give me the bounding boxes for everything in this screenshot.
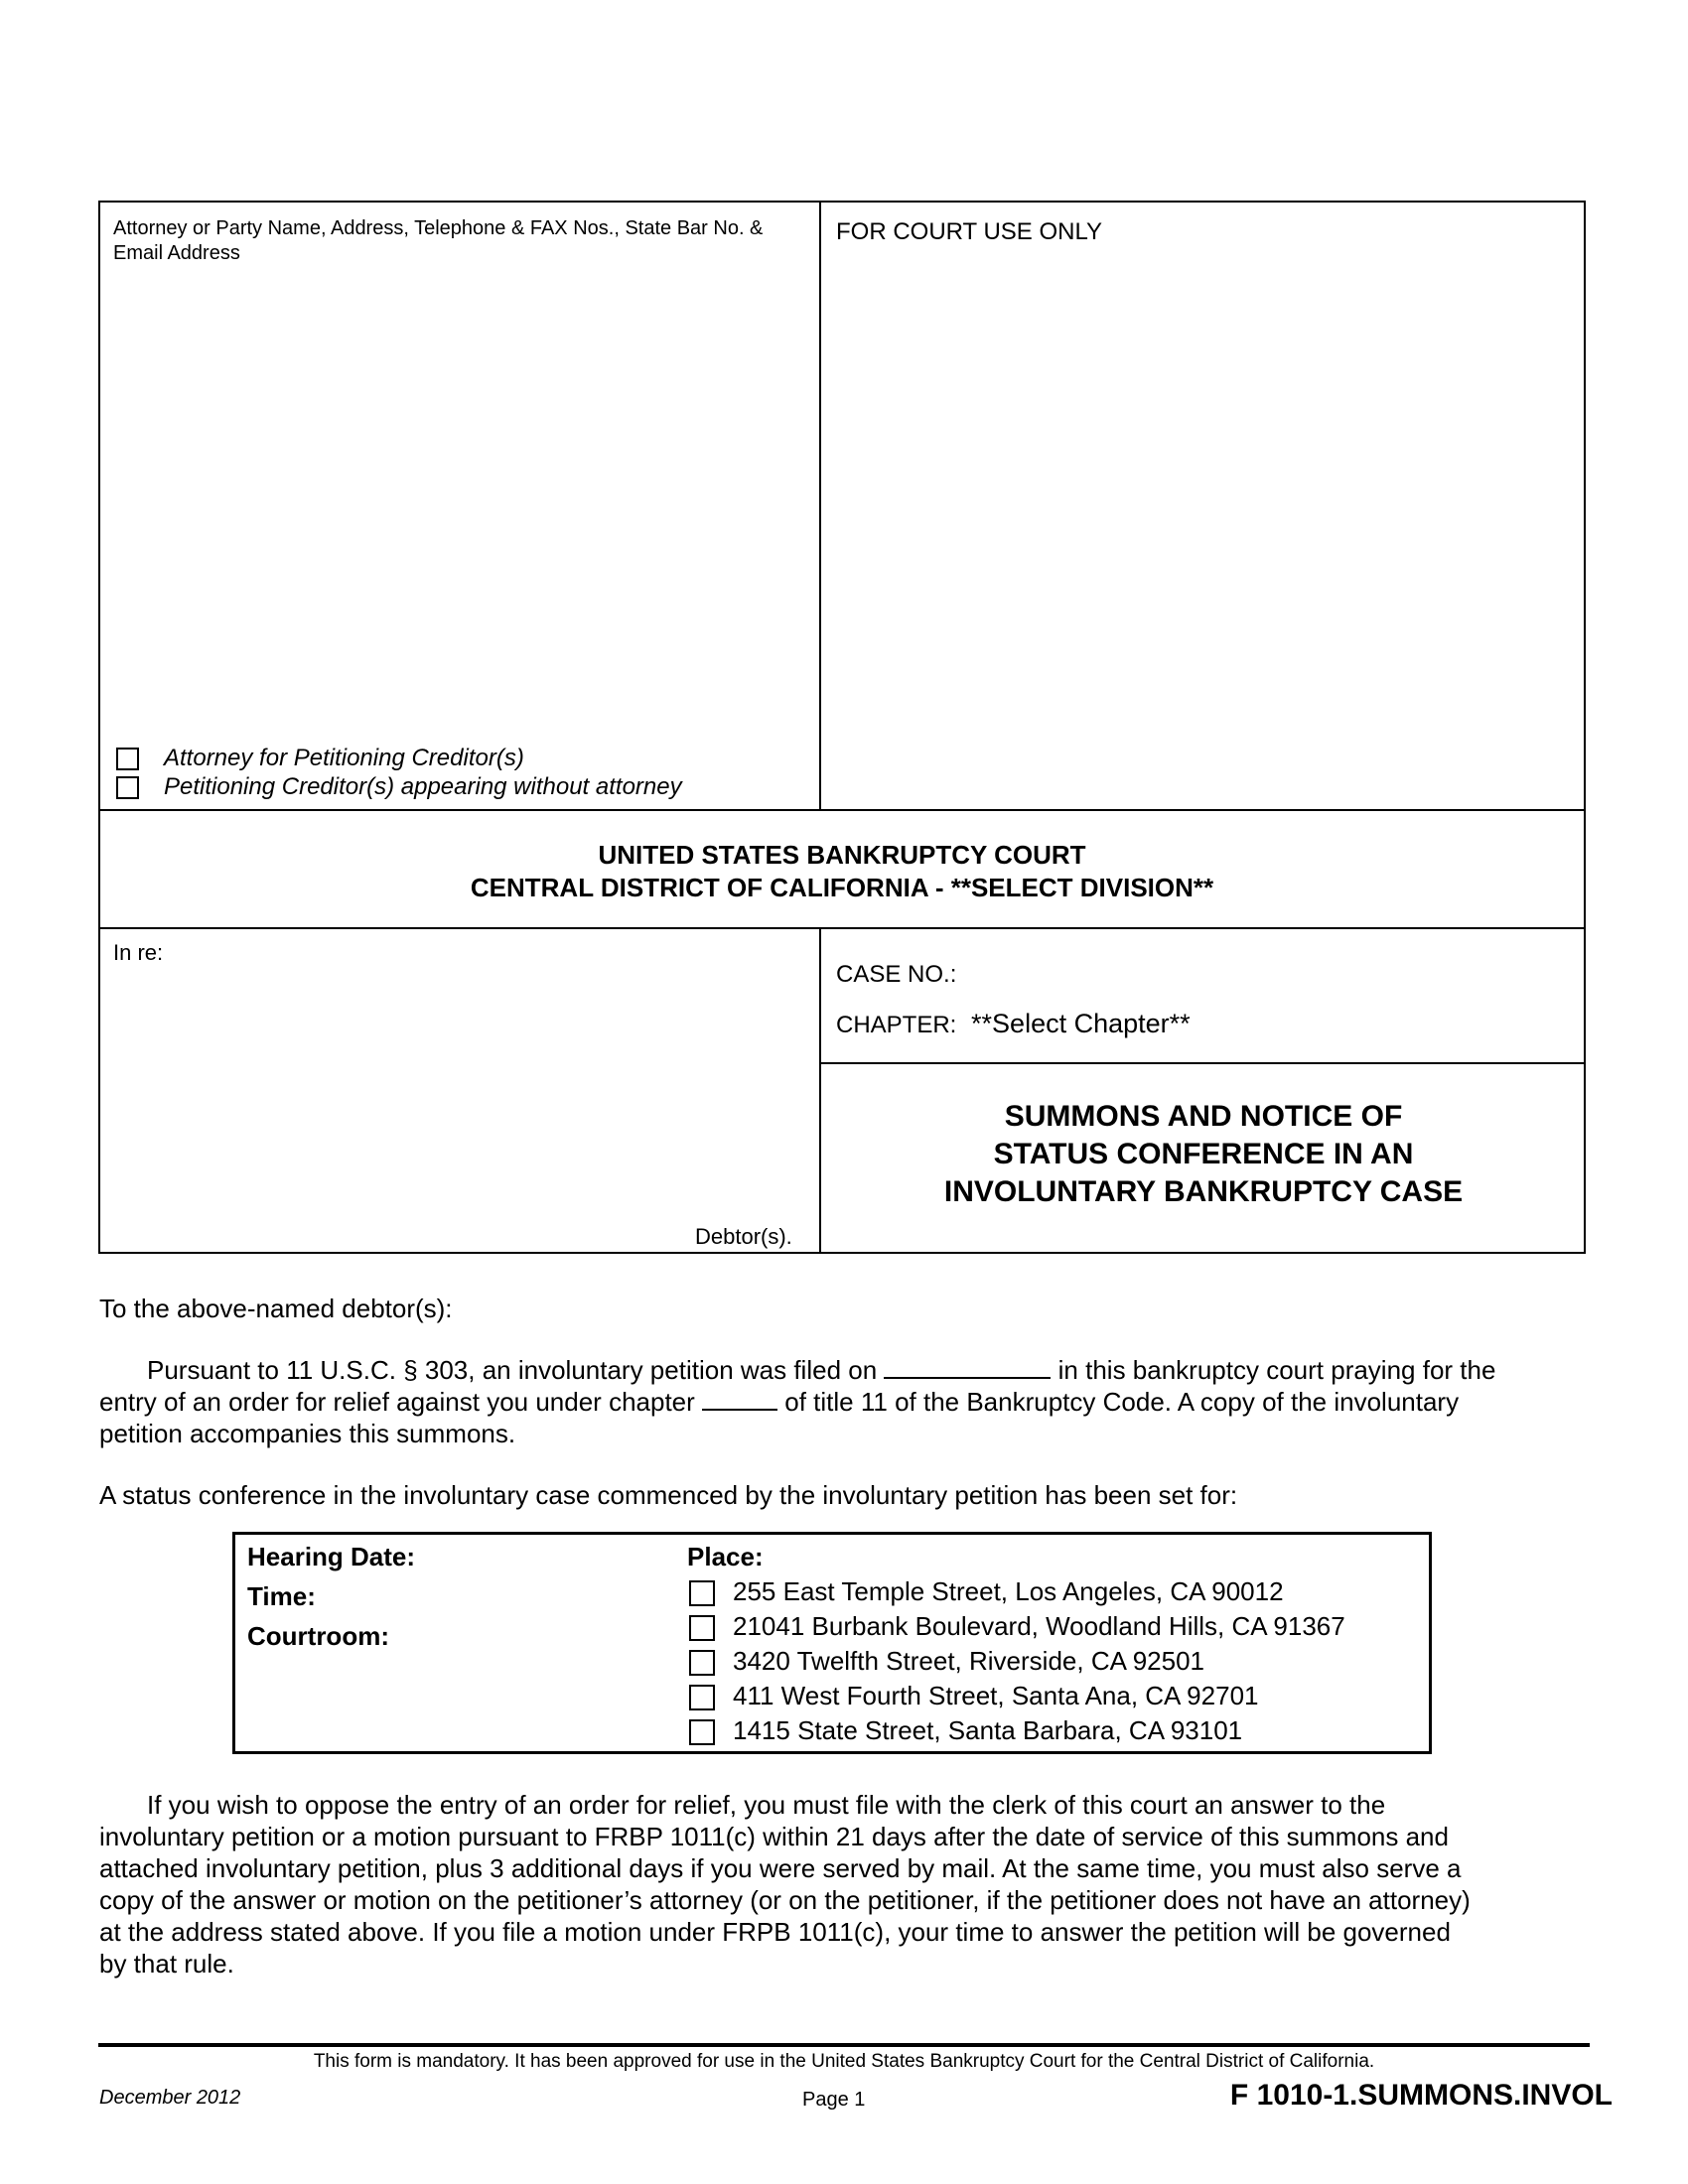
divider-top-vertical [819, 201, 821, 810]
chapter-select[interactable]: **Select Chapter** [971, 1009, 1191, 1038]
caption-table [98, 201, 1586, 1254]
place-woodland-hills-checkbox[interactable] [689, 1615, 715, 1641]
hearing-time-label: Time: [247, 1581, 316, 1611]
footer-rule [98, 2043, 1590, 2047]
footer-form-id: F 1010-1.SUMMONS.INVOL [1229, 2079, 1613, 2112]
salutation: To the above-named debtor(s): [99, 1294, 453, 1323]
creditor-without-attorney-label: Petitioning Creditor(s) appearing without attorney [164, 773, 682, 800]
place-riverside-checkbox[interactable] [689, 1650, 715, 1676]
place-santa-barbara-checkbox[interactable] [689, 1719, 715, 1745]
footer-page-number: Page 1 [802, 2089, 866, 2111]
chapter-number-blank[interactable] [702, 1387, 777, 1411]
chapter-label-text: CHAPTER: [836, 1012, 957, 1038]
court-name-line2: CENTRAL DISTRICT OF CALIFORNIA - **SELECT DIVISION** [470, 873, 1214, 902]
divider-title-top [819, 1062, 1586, 1064]
place-santa-barbara-label: 1415 State Street, Santa Barbara, CA 93101 [733, 1715, 1243, 1745]
form-title-line3: INVOLUNTARY BANKRUPTCY CASE [943, 1175, 1464, 1208]
place-santa-ana-checkbox[interactable] [689, 1685, 715, 1710]
form-title-line2: STATUS CONFERENCE IN AN [993, 1138, 1414, 1170]
place-santa-ana-label: 411 West Fourth Street, Santa Ana, CA 92701 [733, 1681, 1259, 1710]
place-woodland-hills-label: 21041 Burbank Boulevard, Woodland Hills, CA 91367 [733, 1611, 1345, 1641]
debtors-label: Debtor(s). [695, 1224, 792, 1249]
paragraph-3-line6: by that rule. [99, 1949, 234, 1979]
court-use-label: FOR COURT USE ONLY [836, 218, 1103, 245]
divider-court-bottom [98, 927, 1586, 929]
footer-mandatory-notice: This form is mandatory. It has been approved for use in the United States Bankruptcy Court for the Central District of California. [313, 2051, 1375, 2072]
paragraph-3-line5: at the address stated above. If you file a motion under FRPB 1011(c), your time to answer the petition will be governed [99, 1917, 1451, 1947]
paragraph-3-line1: If you wish to oppose the entry of an order for relief, you must file with the clerk of this court an answer to the [147, 1790, 1386, 1820]
para1-text-a: Pursuant to 11 U.S.C. § 303, an involuntary petition was filed on [147, 1355, 878, 1385]
chapter-label [836, 1009, 1191, 1039]
place-los-angeles-label: 255 East Temple Street, Los Angeles, CA 90012 [733, 1576, 1284, 1606]
paragraph-1-line3: petition accompanies this summons. [99, 1419, 516, 1448]
para1-text-d: of title 11 of the Bankruptcy Code. A copy of the involuntary [784, 1387, 1460, 1417]
creditor-without-attorney-checkbox[interactable] [116, 776, 139, 799]
paragraph-3-line3: attached involuntary petition, plus 3 additional days if you were served by mail. At the same time, you must also serve a [99, 1853, 1462, 1883]
hearing-place-label: Place: [687, 1542, 764, 1571]
attorney-for-creditor-checkbox[interactable] [116, 748, 139, 770]
case-no-label: CASE NO.: [836, 961, 957, 988]
place-los-angeles-checkbox[interactable] [689, 1580, 715, 1606]
place-riverside-label: 3420 Twelfth Street, Riverside, CA 92501 [733, 1646, 1205, 1676]
attorney-label: Attorney or Party Name, Address, Telephone & FAX Nos., State Bar No. & Email Address [113, 217, 764, 264]
paragraph-2: A status conference in the involuntary case commenced by the involuntary petition has been set for: [99, 1480, 1238, 1510]
hearing-date-label: Hearing Date: [247, 1542, 416, 1571]
hearing-courtroom-label: Courtroom: [247, 1621, 389, 1651]
attorney-for-creditor-label: Attorney for Petitioning Creditor(s) [164, 745, 524, 771]
paragraph-3-line2: involuntary petition or a motion pursuant to FRBP 1011(c) within 21 days after the date of service of this summons and [99, 1822, 1449, 1851]
paragraph-1-line2 [99, 1386, 1589, 1418]
petition-date-blank[interactable] [884, 1355, 1051, 1379]
paragraph-1-line1 [147, 1354, 1587, 1386]
paragraph-3-line4: copy of the answer or motion on the petitioner’s attorney (or on the petitioner, if the petitioner does not have an attorney) [99, 1885, 1471, 1915]
form-title-line1: SUMMONS AND NOTICE OF [1004, 1100, 1403, 1133]
court-name-line1: UNITED STATES BANKRUPTCY COURT [598, 840, 1086, 870]
in-re-label: In re: [113, 940, 164, 965]
footer-date: December 2012 [99, 2087, 241, 2109]
para1-text-b: in this bankruptcy court praying for the [1057, 1355, 1496, 1385]
divider-court-top [98, 809, 1586, 811]
para1-text-c: entry of an order for relief against you under chapter [99, 1387, 695, 1417]
